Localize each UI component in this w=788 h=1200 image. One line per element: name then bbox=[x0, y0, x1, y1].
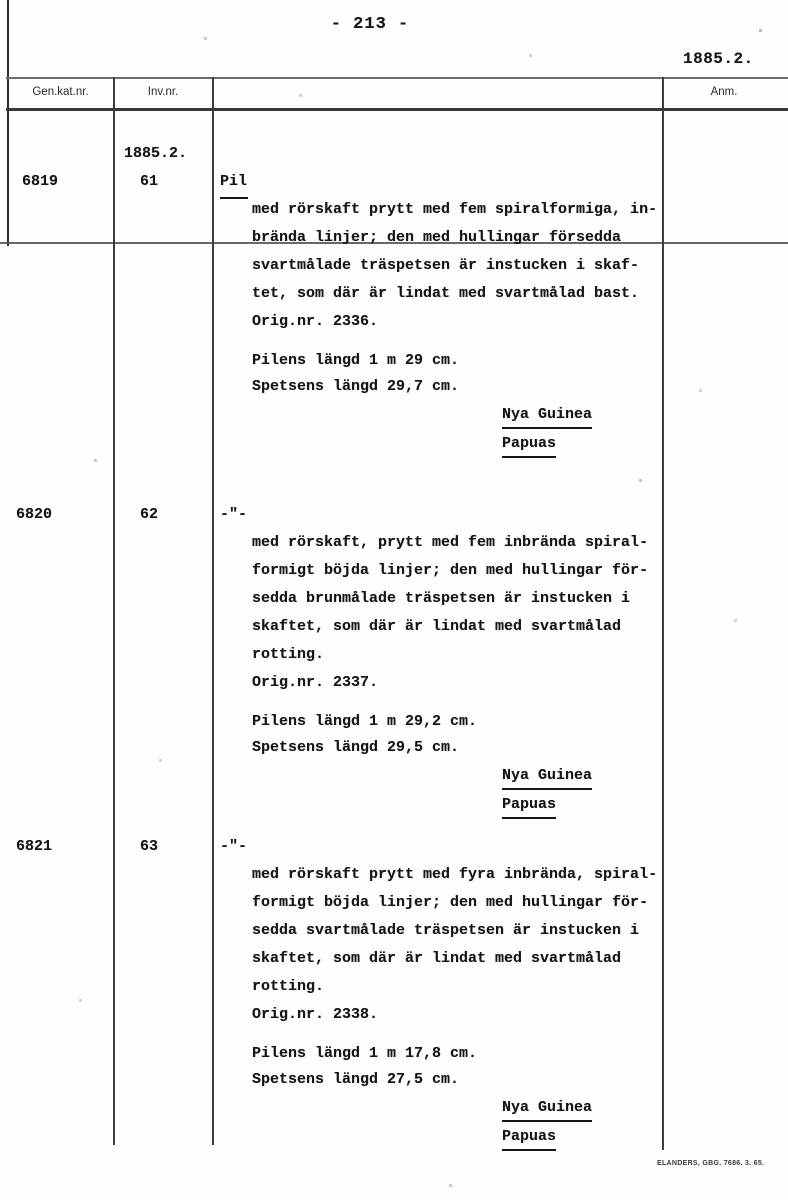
measurement-line: Pilens längd 1 m 17,8 cm. bbox=[252, 1045, 478, 1062]
locality-line: Nya Guinea bbox=[502, 763, 592, 790]
ditto-mark: -"- bbox=[220, 838, 248, 855]
scan-noise bbox=[0, 0, 1, 1]
table-header-top-line bbox=[6, 77, 788, 79]
inventory-number: 61 bbox=[140, 173, 159, 190]
locality bbox=[502, 402, 788, 458]
catalog-entry-6819 bbox=[0, 145, 788, 460]
measurement-line: Pilens längd 1 m 29,2 cm. bbox=[252, 713, 478, 730]
collection-year: 1885.2. bbox=[683, 50, 754, 68]
description-line: brända linjer; den med hullingar försedda bbox=[252, 229, 622, 246]
column-header-gen-kat-nr: Gen.kat.nr. bbox=[32, 86, 89, 98]
locality-line: Nya Guinea bbox=[502, 402, 592, 429]
description-line: formigt böjda linjer; den med hullingar för- bbox=[252, 894, 649, 911]
gen-kat-number: 6820 bbox=[16, 506, 53, 523]
table-header-bottom-line bbox=[6, 108, 788, 111]
measurement-line: Spetsens längd 29,7 cm. bbox=[252, 378, 460, 395]
entry-description bbox=[0, 861, 788, 1001]
entry-description bbox=[0, 529, 788, 669]
orig-number: Orig.nr. 2337. bbox=[252, 674, 379, 691]
locality-line: Nya Guinea bbox=[502, 1095, 592, 1122]
gen-kat-number: 6821 bbox=[16, 838, 53, 855]
entry-title bbox=[220, 501, 788, 529]
description-line: rotting. bbox=[252, 978, 325, 995]
catalog-entry-6821 bbox=[0, 833, 788, 1153]
gen-kat-number: 6819 bbox=[22, 173, 59, 190]
page-number: - 213 - bbox=[330, 15, 410, 34]
locality bbox=[502, 1095, 788, 1151]
locality-line: Papuas bbox=[502, 431, 556, 458]
description-line: skaftet, som där är lindat med svartmålad bbox=[252, 618, 622, 635]
catalog-entry-6820 bbox=[0, 501, 788, 821]
inventory-year: 1885.2. bbox=[124, 145, 188, 162]
description-line: rotting. bbox=[252, 646, 325, 663]
locality-line: Papuas bbox=[502, 1124, 556, 1151]
description-line: med rörskaft prytt med fyra inbrända, spiral- bbox=[252, 866, 658, 883]
ditto-mark: -"- bbox=[220, 506, 248, 523]
description-line: tet, som där är lindat med svartmålad bast. bbox=[252, 285, 640, 302]
orig-number: Orig.nr. 2338. bbox=[252, 1006, 379, 1023]
inventory-number: 62 bbox=[140, 506, 159, 523]
measurement-line: Spetsens längd 27,5 cm. bbox=[252, 1071, 460, 1088]
inventory-number: 63 bbox=[140, 838, 159, 855]
orig-number: Orig.nr. 2336. bbox=[252, 313, 379, 330]
description-line: sedda brunmålade träspetsen är instucken i bbox=[252, 590, 631, 607]
description-line: med rörskaft prytt med fem spiralformiga, in- bbox=[252, 201, 658, 218]
column-header-inv-nr: Inv.nr. bbox=[147, 86, 179, 98]
measurement-line: Pilens längd 1 m 29 cm. bbox=[252, 352, 460, 369]
entry-title bbox=[220, 833, 788, 861]
measurement-line: Spetsens längd 29,5 cm. bbox=[252, 739, 460, 756]
description-line: svartmålade träspetsen är instucken i skaf- bbox=[252, 257, 640, 274]
entry-description bbox=[0, 196, 788, 308]
printer-mark: ELANDERS, GBG. 7686. 3. 65. bbox=[657, 1160, 765, 1167]
description-line: formigt böjda linjer; den med hullingar för- bbox=[252, 562, 649, 579]
entry-title-text: Pil bbox=[220, 168, 248, 199]
description-line: med rörskaft, prytt med fem inbrända spiral- bbox=[252, 534, 649, 551]
description-line: sedda svartmålade träspetsen är instucken i bbox=[252, 922, 640, 939]
entry-title bbox=[220, 168, 788, 196]
locality bbox=[502, 763, 788, 819]
description-line: skaftet, som där är lindat med svartmålad bbox=[252, 950, 622, 967]
column-header-anm: Anm. bbox=[710, 86, 738, 98]
locality-line: Papuas bbox=[502, 792, 556, 819]
